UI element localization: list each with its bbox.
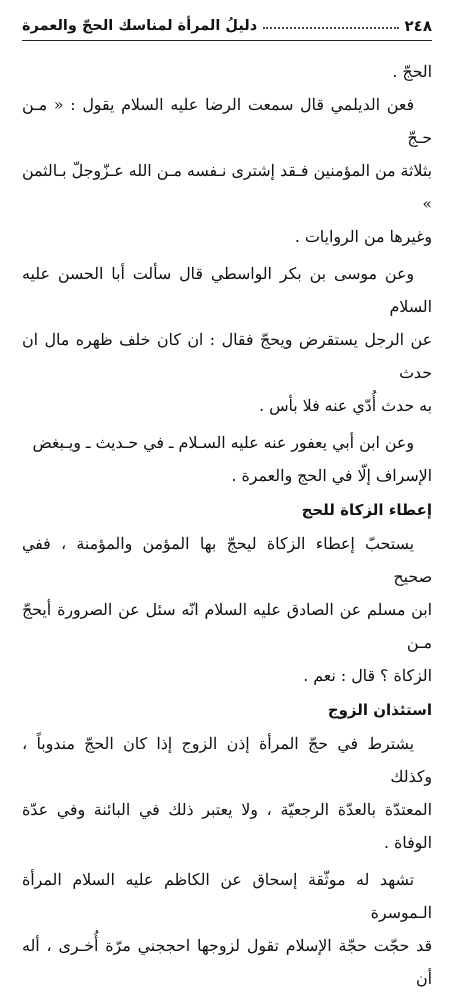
page-number: ٢٤٨	[404, 17, 432, 35]
text-line: الزكاة ؟ قال : نعم .	[303, 666, 432, 685]
text-line: به حدث أُدّي عنه فلا بأس .	[259, 396, 432, 415]
text-line: يشترط في حجّ المرأة إذن الزوج إذا كان الحجّ مندوباً ، وكذلك	[22, 734, 432, 786]
text-line: المعتدّة بالعدّة الرجعيّة ، ولا يعتبر ذلك في البائنة وفي عدّة الوفاة .	[22, 800, 432, 852]
text-line: يستحبّ إعطاء الزكاة ليحجّ بها المؤمن والمؤمنة ، ففي صحيح	[22, 534, 432, 586]
text-line: وعن ابن أبي يعفور عنه عليه السـلام ـ في حـديث ـ ويـبغض	[32, 433, 414, 452]
page-header	[22, 14, 432, 41]
text-line: قد حجّت حجّة الإسلام تقول لزوجها احججني مرّة أُخـرى ، أله أن	[22, 936, 432, 988]
running-title: دليلُ المرأة لمناسك الحجّ والعمرة	[22, 18, 258, 34]
header-dotted-leader	[263, 19, 398, 29]
book-page	[22, 14, 432, 988]
text-line: وغيرها من الروايات .	[294, 227, 432, 246]
section-heading: إعطاء الزكاة للحج	[301, 501, 432, 519]
text-line: فعن الديلمي قال سمعت الرضا عليه السلام يقول : « مـن حـجّ	[22, 95, 432, 147]
text-line: الحجّ .	[392, 62, 432, 81]
text-line: عن الرجل يستقرض ويحجّ فقال : ان كان خلف ظهره مال ان حدث	[22, 330, 432, 382]
page-body	[22, 55, 432, 995]
text-line: الإسراف إلّا في الحج والعمرة .	[231, 466, 432, 485]
section-heading: استئذان الزوج	[327, 701, 432, 719]
text-line: تشهد له موثّقة إسحاق عن الكاظم عليه السلام المرأة الـموسرة	[22, 870, 432, 922]
text-line: وعن موسى بن بكر الواسطي قال سألت أبا الحسن عليه السلام	[22, 264, 432, 316]
text-line: بثلاثة من المؤمنين فـقد إشترى نـفسه مـن الله عـزّوجلّ بـالثمن »	[22, 161, 432, 213]
text-line: ابن مسلم عن الصادق عليه السلام انّه سئل عن الصرورة أيحجّ مـن	[22, 600, 432, 652]
